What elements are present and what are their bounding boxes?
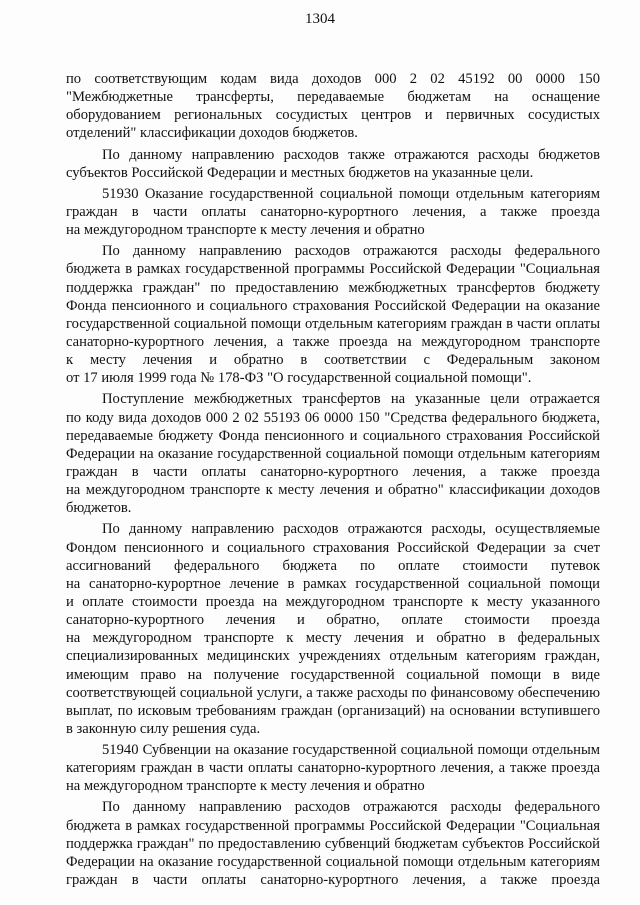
text-line: санаторно-курортного лечения, а также проезда на междугородном транспорте bbox=[66, 333, 600, 350]
text-line: отделений" классификации доходов бюджетов. bbox=[66, 125, 358, 142]
paragraph bbox=[66, 185, 600, 239]
text-line: Поступление межбюджетных трансфертов на указанные цели отражается bbox=[102, 391, 600, 408]
paragraph bbox=[66, 70, 600, 143]
text-line: на междугородном транспорте к месту лечения и обратно" классификации доходов bbox=[66, 482, 600, 499]
text-line: Федерации на оказание государственной социальной помощи отдельным категориям bbox=[66, 445, 600, 462]
text-line: передаваемые бюджету Фонда пенсионного и социального страхования Российской bbox=[66, 427, 600, 444]
text-line: Фондом пенсионного и социального страхования Российской Федерации за счет bbox=[66, 539, 600, 556]
text-line: По данному направлению расходов также отражаются расходы бюджетов bbox=[102, 146, 600, 163]
text-line: граждан в части оплаты санаторно-курортного лечения, а также проезда bbox=[66, 872, 600, 889]
text-line: бюджетов. bbox=[66, 500, 132, 517]
paragraph bbox=[66, 390, 600, 517]
text-line: от 17 июля 1999 года № 178-ФЗ "О государственной социальной помощи". bbox=[66, 370, 532, 387]
paragraph bbox=[66, 146, 600, 182]
text-line: в законную силу решения суда. bbox=[66, 720, 261, 737]
text-line: государственной социальной помощи отдельным категориям граждан в части оплаты bbox=[66, 315, 600, 332]
text-line: соответствующей социальной услуги, а также расходы по финансовому обеспечению bbox=[66, 684, 600, 701]
text-line: на междугородном транспорте к месту лечения и обратно в федеральных bbox=[66, 630, 600, 647]
paragraph bbox=[66, 520, 600, 738]
text-line: специализированных медицинских учреждениях отдельным категориям граждан, bbox=[66, 648, 600, 665]
paragraph bbox=[66, 242, 600, 387]
text-line: санаторно-курортного лечения и обратно, оплате стоимости проезда bbox=[66, 612, 600, 629]
text-line: ассигнований федерального бюджета по оплате стоимости путевок bbox=[66, 557, 600, 574]
paragraph bbox=[66, 741, 600, 795]
text-line: Фонда пенсионного и социального страхования Российской Федерации на оказание bbox=[66, 297, 600, 314]
document-body bbox=[66, 70, 600, 889]
text-line: оборудованием региональных сосудистых центров и первичных сосудистых bbox=[66, 107, 600, 124]
text-line: граждан в части оплаты санаторно-курортного лечения, а также проезда bbox=[66, 463, 600, 480]
text-line: 51930 Оказание государственной социальной помощи отдельным категориям bbox=[102, 185, 600, 202]
text-line: категориям граждан в части оплаты санаторно-курортного лечения, а также проезда bbox=[66, 760, 600, 777]
text-line: бюджета в рамках государственной программы Российской Федерации "Социальная bbox=[66, 817, 600, 834]
text-line: на санаторно-курортное лечение в рамках государственной социальной помощи bbox=[66, 575, 600, 592]
text-line: по коду вида доходов 000 2 02 55193 06 0000 150 "Средства федерального бюджета, bbox=[66, 409, 600, 426]
text-line: поддержка граждан" по предоставлению субвенций бюджетам субъектов Российской bbox=[66, 835, 600, 852]
text-line: бюджета в рамках государственной программы Российской Федерации "Социальная bbox=[66, 261, 600, 278]
text-line: По данному направлению расходов отражаются расходы федерального bbox=[102, 243, 600, 260]
text-line: граждан в части оплаты санаторно-курортного лечения, а также проезда bbox=[66, 203, 600, 220]
text-line: "Межбюджетные трансферты, передаваемые бюджетам на оснащение bbox=[66, 89, 600, 106]
text-line: имеющим право на получение государственной социальной помощи в виде bbox=[66, 666, 600, 683]
text-line: По данному направлению расходов отражаются расходы, осуществляемые bbox=[102, 521, 600, 538]
text-line: к месту лечения и обратно в соответствии с Федеральным законом bbox=[66, 352, 600, 369]
text-line: поддержка граждан" по предоставлению межбюджетных трансфертов бюджету bbox=[66, 279, 600, 296]
text-line: по соответствующим кодам вида доходов 000 2 02 45192 00 0000 150 bbox=[66, 71, 600, 87]
text-line: Федерации на оказание государственной социальной помощи отдельным категориям bbox=[66, 853, 600, 870]
text-line: и оплате стоимости проезда на междугородном транспорте к месту указанного bbox=[66, 593, 600, 610]
text-line: По данному направлению расходов отражаются расходы федерального bbox=[102, 799, 600, 816]
page-number: 1304 bbox=[305, 11, 335, 27]
text-line: субъектов Российской Федерации и местных бюджетов на указанные цели. bbox=[66, 164, 534, 181]
text-line: выплат, по исковым требованиям граждан (организаций) на основании вступившего bbox=[66, 702, 600, 719]
text-line: на междугородном транспорте к месту лечения и обратно bbox=[66, 222, 425, 239]
text-line: 51940 Субвенции на оказание государственной социальной помощи отдельным bbox=[102, 742, 600, 759]
text-line: на междугородном транспорте к месту лечения и обратно bbox=[66, 778, 425, 795]
paragraph bbox=[66, 798, 600, 889]
